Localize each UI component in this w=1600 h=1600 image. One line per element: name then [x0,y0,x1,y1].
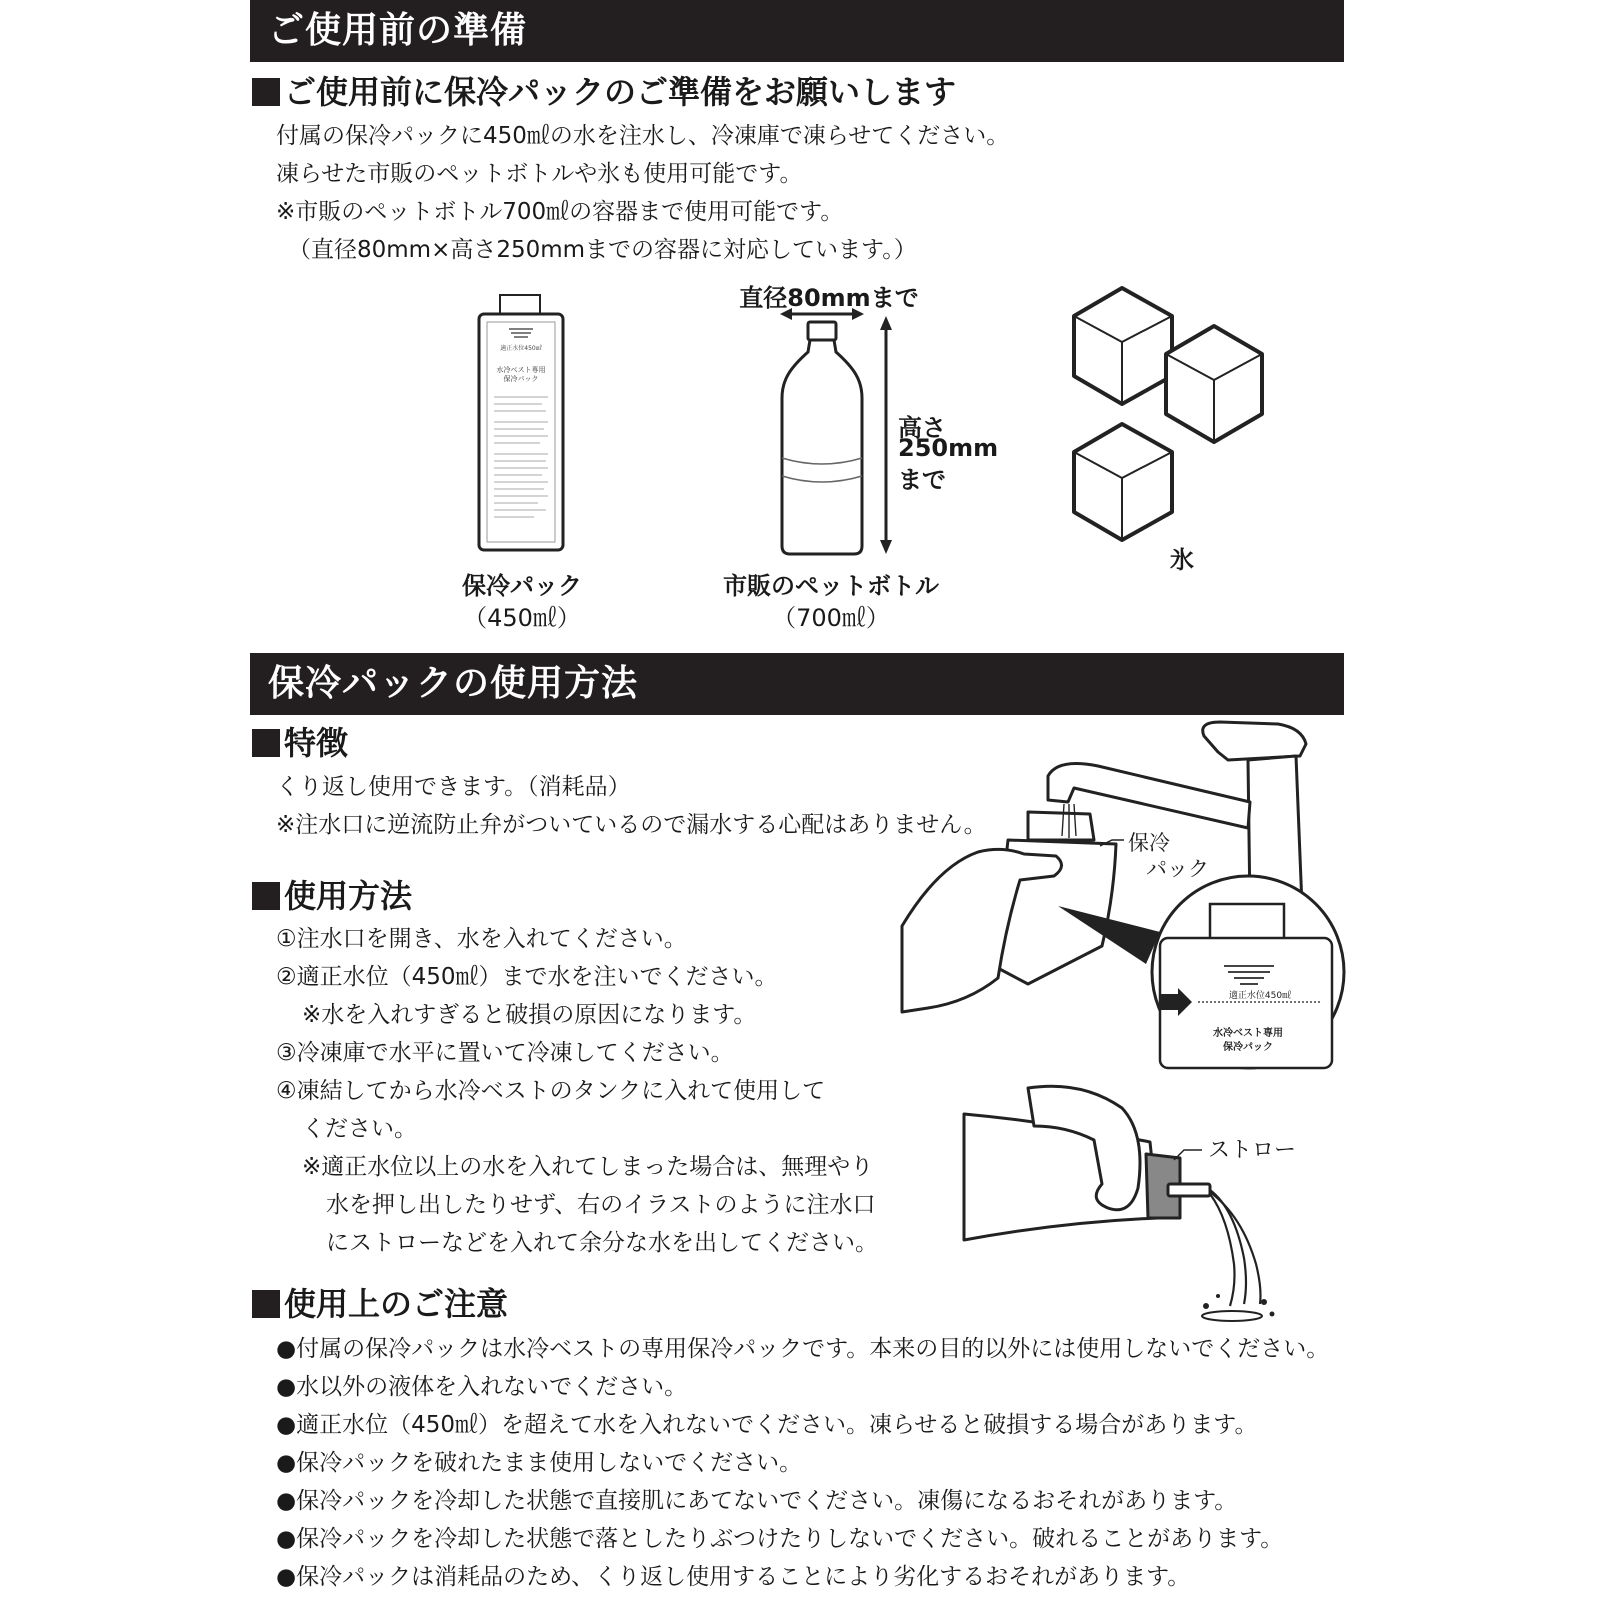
square-bullet-icon [252,882,280,910]
caution-item-4: ●保冷パックを破れたまま使用しないでください。 [276,1450,803,1476]
usage-step-4: ④凍結してから水冷ベストのタンクに入れて使用して [276,1078,826,1104]
cold-pack-illustration [476,292,568,554]
caution-item-3: ●適正水位（450㎖）を超えて水を入れないでください。凍らせると破損する場合があります。 [276,1412,1258,1438]
prep-line-3: ※市販のペットボトル700㎖の容器まで使用可能です。 [276,199,844,225]
ice-cube-icon [1074,424,1172,540]
pack-print-title: 水冷ベスト専用 [496,366,546,374]
pack-label: 保冷パック [462,572,582,600]
subheading-text: ご使用前に保冷パックのご準備をお願いします [284,73,957,111]
section-banner-preparation: ご使用前の準備 [250,0,1344,62]
subheading-cautions [252,1284,508,1324]
pack-print-level: 適正水位450㎖ [500,345,542,352]
subheading-prepare-pack [252,72,956,112]
pet-bottle-illustration [780,308,990,558]
zoom-level-text: 適正水位450㎖ [1228,991,1292,1001]
usage-note-excess-3: にストローなどを入れて余分な水を出してください。 [326,1230,878,1256]
features-line-1: くり返し使用できます。（消耗品） [276,774,631,800]
ice-cube-icon [1166,326,1262,442]
usage-note-excess-1: ※適正水位以上の水を入れてしまった場合は、無理やり [302,1154,874,1180]
faucet-lever-icon [1203,722,1306,760]
usage-note-overfill: ※水を入れすぎると破損の原因になります。 [302,1002,757,1028]
water-drain-icon [1210,1190,1261,1306]
caution-item-5: ●保冷パックを冷却した状態で直接肌にあてないでください。凍傷になるおそれがあります。 [276,1488,1238,1514]
prep-line-4: （直径80mm×高さ250mmまでの容器に対応しています。） [288,237,917,263]
square-bullet-icon [252,729,280,757]
features-line-2: ※注水口に逆流防止弁がついているので漏水する心配はありません。 [276,812,987,838]
pack-print-subtitle: 保冷パック [503,375,539,383]
height-arrow-icon [880,316,892,554]
caution-item-7: ●保冷パックは消耗品のため、くり返し使用することにより劣化するおそれがあります。 [276,1564,1191,1590]
caution-item-2: ●水以外の液体を入れないでください。 [276,1374,688,1400]
usage-step-4-cont: ください。 [302,1116,417,1142]
ice-label: 氷 [1170,546,1194,574]
draining-illustration [962,1078,1302,1328]
usage-step-1: ①注水口を開き、水を入れてください。 [276,926,687,952]
filling-illustration [898,716,1348,1080]
height-label-2: 250mm [898,434,999,462]
caution-item-1: ●付属の保冷パックは水冷ベストの専用保冷パックです。本来の目的以外には使用しないでください。 [276,1336,1330,1362]
diameter-arrow-icon [780,308,864,320]
subheading-text: 特徴 [284,724,349,762]
prep-line-1: 付属の保冷パックに450㎖の水を注水し、冷凍庫で凍らせてください。 [276,123,1010,149]
subheading-usage [252,876,412,916]
straw-callout: ストロー [1208,1138,1297,1163]
section-banner-usage: 保冷パックの使用方法 [250,653,1344,715]
pack-callout-1: 保冷 [1128,831,1170,855]
zoom-subtitle-text: 保冷パック [1223,1042,1273,1053]
ice-cube-icon [1074,288,1172,404]
straw-icon [1168,1184,1210,1196]
prep-line-2: 凍らせた市販のペットボトルや氷も使用可能です。 [276,161,803,187]
diameter-label: 直径80mmまで [739,284,919,312]
height-label-1: 高さ [898,414,946,442]
square-bullet-icon [252,78,280,106]
usage-note-excess-2: 水を押し出したりせず、右のイラストのように注水口 [326,1192,876,1218]
pack-callout-2: パック [1146,857,1209,881]
pack-volume: （450㎖） [463,604,581,632]
ice-cubes-illustration [1068,284,1288,546]
bottle-label: 市販のペットボトル [723,572,939,600]
subheading-text: 使用上のご注意 [284,1285,509,1323]
square-bullet-icon [252,1290,280,1318]
subheading-text: 使用方法 [284,877,413,915]
subheading-features [252,723,348,763]
zoom-title-text: 水冷ベスト専用 [1213,1028,1283,1039]
bottle-volume: （700㎖） [772,604,890,632]
caution-item-6: ●保冷パックを冷却した状態で落としたりぶつけたりしないでください。破れることがあります。 [276,1526,1284,1552]
usage-step-3: ③冷凍庫で水平に置いて冷凍してください。 [276,1040,734,1066]
usage-step-2: ②適正水位（450㎖）まで水を注いでください。 [276,964,778,990]
height-label-3: まで [898,466,946,494]
